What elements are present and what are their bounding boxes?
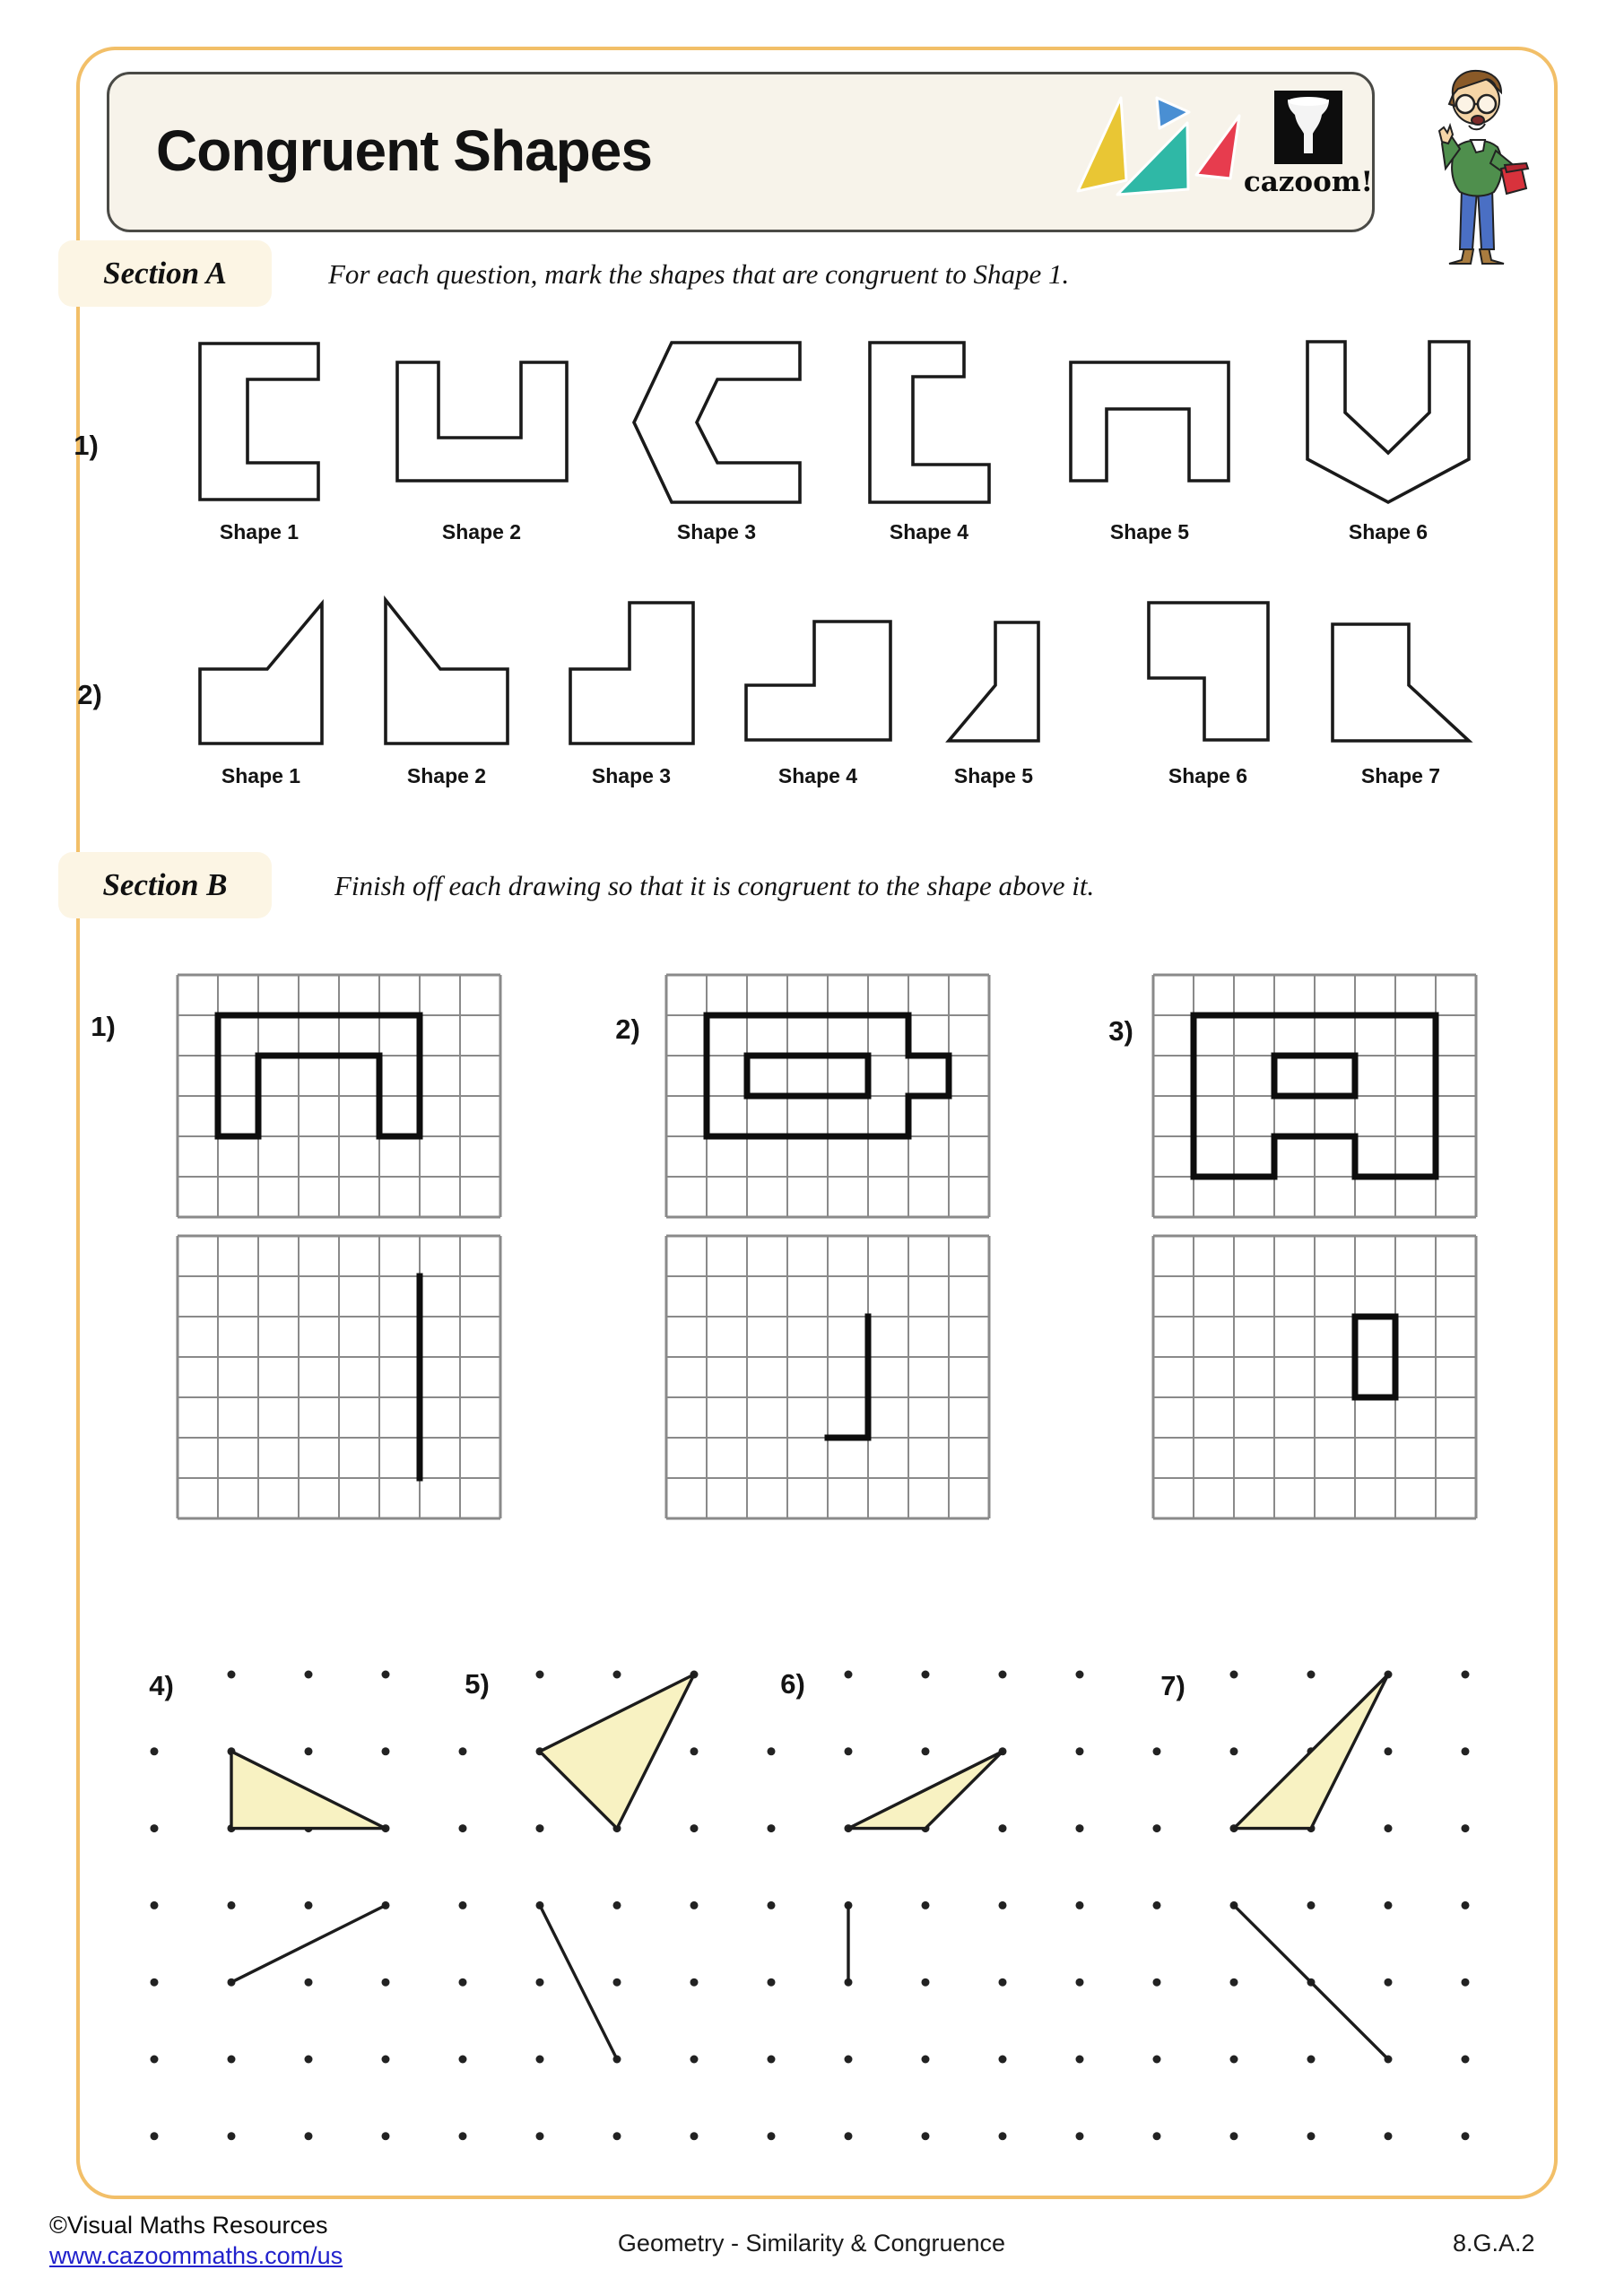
dot-q7-number: 7)	[1160, 1670, 1185, 1701]
section-a-q1-shape-5-label: Shape 5	[1109, 520, 1190, 544]
dot-q4-triangle	[231, 1752, 386, 1829]
section-a-q2-shape-5	[949, 622, 1038, 741]
dot-q7-triangle	[1234, 1674, 1388, 1829]
section-a-label: Section A	[103, 256, 227, 291]
footer-topic: Geometry - Similarity & Congruence	[617, 2230, 1006, 2257]
section-b-q2-starter-line	[828, 1317, 868, 1438]
section-b-label: Section B	[102, 867, 228, 902]
dot-q6-number: 6)	[780, 1668, 805, 1700]
section-a-q1-shape-2	[397, 362, 567, 481]
section-a-q2-shape-4-label: Shape 4	[777, 764, 858, 787]
section-b-q1-shape	[218, 1015, 420, 1136]
section-a-q2-shape-4	[746, 622, 890, 740]
section-b-q3-bottom-grid	[1153, 1236, 1476, 1518]
dot-q7-starter-line	[1234, 1905, 1388, 2059]
section-b-instruction: Finish off each drawing so that it is congruent to the shape above it.	[334, 870, 1095, 901]
footer-standard-code: 8.G.A.2	[1453, 2230, 1535, 2257]
section-a-q1-shape-3-label: Shape 3	[676, 520, 757, 544]
section-a-q1-shape-6-label: Shape 6	[1348, 520, 1429, 544]
section-b-q3-number: 3)	[1108, 1015, 1133, 1047]
section-a-q2-shape-2	[386, 600, 508, 744]
cazoom-logo-text: cazoom!	[1243, 166, 1374, 198]
dot-q4-starter-line	[231, 1905, 386, 1982]
section-b-q2-number: 2)	[615, 1013, 640, 1045]
section-b-q1-bottom-grid	[178, 1236, 500, 1518]
section-b-q2-bottom-grid	[666, 1236, 989, 1518]
section-a-q2-shape-3	[570, 603, 693, 744]
section-a-q1-shape-2-label: Shape 2	[441, 520, 522, 544]
section-a-q1-shape-4-label: Shape 4	[889, 520, 969, 544]
section-a-q1-shape-4	[870, 343, 989, 502]
section-b-q1-top-grid	[178, 975, 500, 1217]
section-a-q2-shape-6	[1149, 603, 1268, 740]
dot-q5-starter-line	[540, 1905, 617, 2059]
section-a-q2-shape-1	[200, 604, 322, 744]
section-a-q2-number: 2)	[77, 679, 102, 710]
page-title: Congruent Shapes	[156, 118, 652, 183]
dot-grid	[151, 1671, 1470, 2141]
section-b-q1-number: 1)	[91, 1011, 116, 1042]
footer-copyright: ©Visual Maths Resources	[49, 2212, 328, 2239]
section-a-q1-shape-5	[1071, 362, 1229, 481]
section-a-q2-shape-7-label: Shape 7	[1360, 764, 1441, 787]
section-a-q2-shape-5-label: Shape 5	[953, 764, 1034, 787]
section-b-q2-shape-hole	[747, 1056, 868, 1096]
section-a-q2-shape-2-label: Shape 2	[406, 764, 487, 787]
dot-q5-number: 5)	[465, 1668, 490, 1700]
section-a-q1-shape-6	[1307, 342, 1469, 502]
section-a-q1-shape-1	[200, 344, 318, 500]
section-a-q1-shape-1-label: Shape 1	[219, 520, 300, 544]
dot-q6-triangle	[848, 1752, 1003, 1829]
section-a-q1-number: 1)	[74, 430, 99, 461]
dot-q5-triangle	[540, 1674, 694, 1829]
section-a-instruction: For each question, mark the shapes that are congruent to Shape 1.	[328, 258, 1070, 290]
section-a-q2-shape-6-label: Shape 6	[1168, 764, 1248, 787]
section-a-q2-shape-7	[1333, 624, 1469, 741]
footer-link[interactable]: www.cazoommaths.com/us	[49, 2242, 343, 2269]
dot-q4-number: 4)	[149, 1670, 174, 1701]
section-a-q1-shape-3	[634, 343, 800, 502]
section-a-q2-shape-1-label: Shape 1	[221, 764, 301, 787]
section-a-q2-shape-3-label: Shape 3	[591, 764, 672, 787]
